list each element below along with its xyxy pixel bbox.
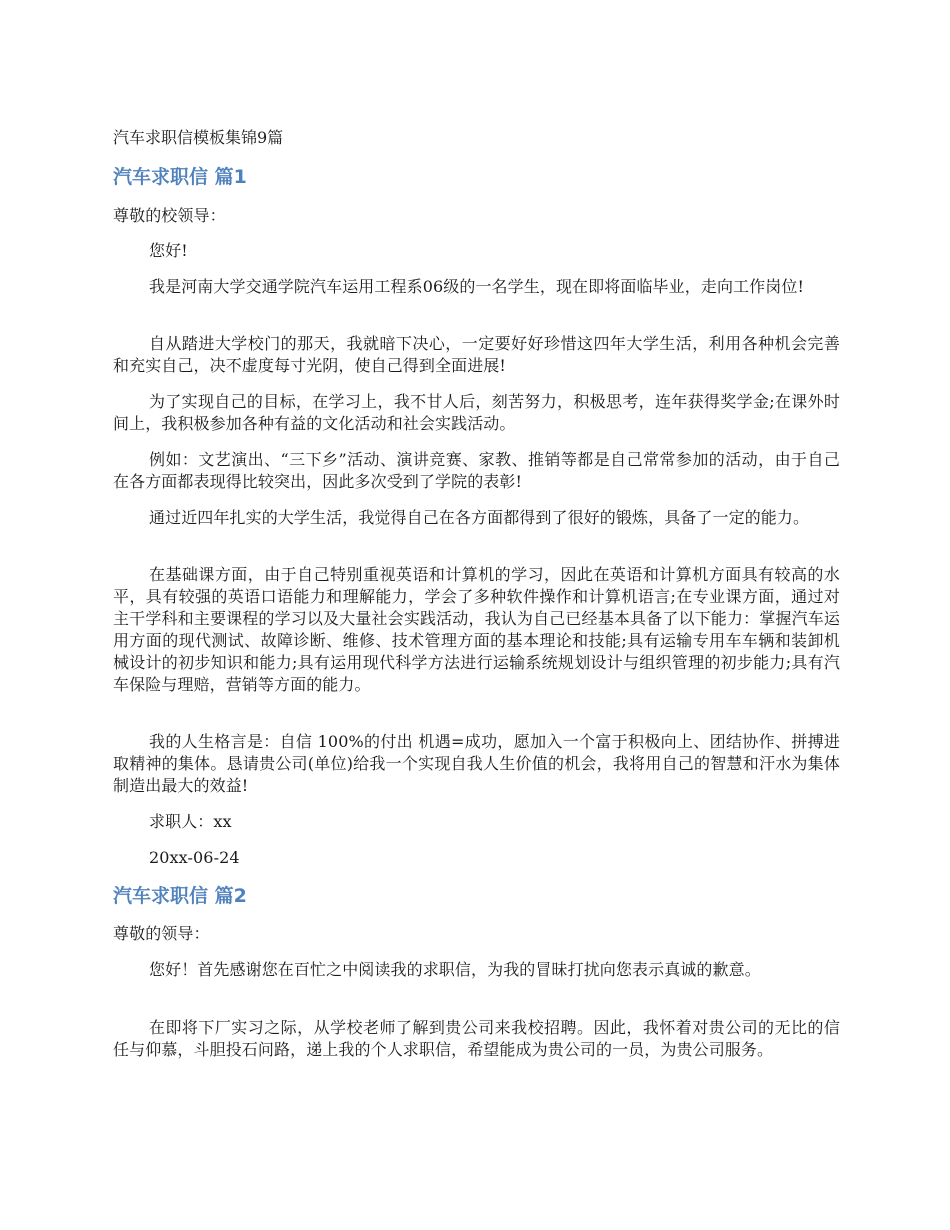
section-1-para-6 xyxy=(113,564,840,696)
section-1-salutation xyxy=(113,205,840,227)
paragraph: 您好! xyxy=(149,241,188,260)
salutation: 尊敬的校领导： xyxy=(113,206,226,225)
paragraph: 您好！首先感谢您在百忙之中阅读我的求职信，为我的冒昧打扰向您表示真诚的歉意。 xyxy=(149,960,761,979)
paragraph: 例如：文艺演出、“三下乡”活动、演讲竞赛、家教、推销等都是自己常常参加的活动，由于自己在各方面都表现得比较突出，因此多次受到了学院的表彰! xyxy=(113,450,840,491)
document-title: 汽车求职信模板集锦9篇 xyxy=(113,128,284,147)
paragraph: 我是河南大学交通学院汽车运用工程系06级的一名学生，现在即将面临毕业，走向工作岗位! xyxy=(149,277,804,296)
section-1 xyxy=(113,164,840,190)
section-1-para-0 xyxy=(113,240,840,262)
paragraph: 在基础课方面，由于自己特别重视英语和计算机的学习，因此在英语和计算机方面具有较高的水平，具有较强的英语口语能力和理解能力，学会了多种软件操作和计算机语言;在专业课方面，通过对主干学科和主要课程的学习以及大量社会实践活动，我认为自己已经基本具备了以下能力：掌握汽车运用方面的现代测试、故障诊断、维修、技术管理方面的基本理论和技能;具有运输专用车车辆和装卸机械设计的初步知识和能力;具有运用现代科学方法进行运输系统规划设计与组织管理的初步能力;具有汽车保险与理赔，营销等方面的能力。 xyxy=(113,565,840,694)
section-1-para-8 xyxy=(113,811,840,833)
paragraph: 在即将下厂实习之际，从学校老师了解到贵公司来我校招聘。因此，我怀着对贵公司的无比的信任与仰慕，斗胆投石问路，递上我的个人求职信，希望能成为贵公司的一员，为贵公司服务。 xyxy=(113,1018,840,1059)
salutation: 尊敬的领导： xyxy=(113,924,210,943)
date-line: 20xx-06-24 xyxy=(149,848,240,867)
section-1-para-4 xyxy=(113,449,840,493)
paragraph: 为了实现自己的目标，在学习上，我不甘人后，刻苦努力，积极思考，连年获得奖学金;在课外时间上，我积极参加各种有益的文化活动和社会实践活动。 xyxy=(113,392,840,433)
section-heading: 汽车求职信 篇1 xyxy=(113,166,247,188)
section-heading: 汽车求职信 篇2 xyxy=(113,885,247,907)
section-2 xyxy=(113,883,840,909)
section-1-para-7 xyxy=(113,731,840,797)
section-1-para-9 xyxy=(113,847,840,869)
section-2-para-0 xyxy=(113,959,840,981)
section-2-salutation xyxy=(113,923,840,945)
paragraph: 我的人生格言是：自信 100%的付出 机遇=成功，愿加入一个富于积极向上、团结协作、拼搏进取精神的集体。恳请贵公司(单位)给我一个实现自我人生价值的机会，我将用自己的智慧和汗水为集体制造出最大的效益! xyxy=(113,732,840,795)
section-1-para-1 xyxy=(113,276,840,298)
section-1-para-3 xyxy=(113,391,840,435)
section-1-para-2 xyxy=(113,333,840,377)
paragraph: 通过近四年扎实的大学生活，我觉得自己在各方面都得到了很好的锻炼，具备了一定的能力。 xyxy=(149,508,810,527)
section-2-para-1 xyxy=(113,1017,840,1061)
paragraph: 自从踏进大学校门的那天，我就暗下决心，一定要好好珍惜这四年大学生活，利用各种机会完善和充实自己，决不虚度每寸光阴，使自己得到全面进展! xyxy=(113,334,840,375)
signature-line: 求职人：xx xyxy=(149,812,232,831)
section-1-para-5 xyxy=(113,507,840,529)
